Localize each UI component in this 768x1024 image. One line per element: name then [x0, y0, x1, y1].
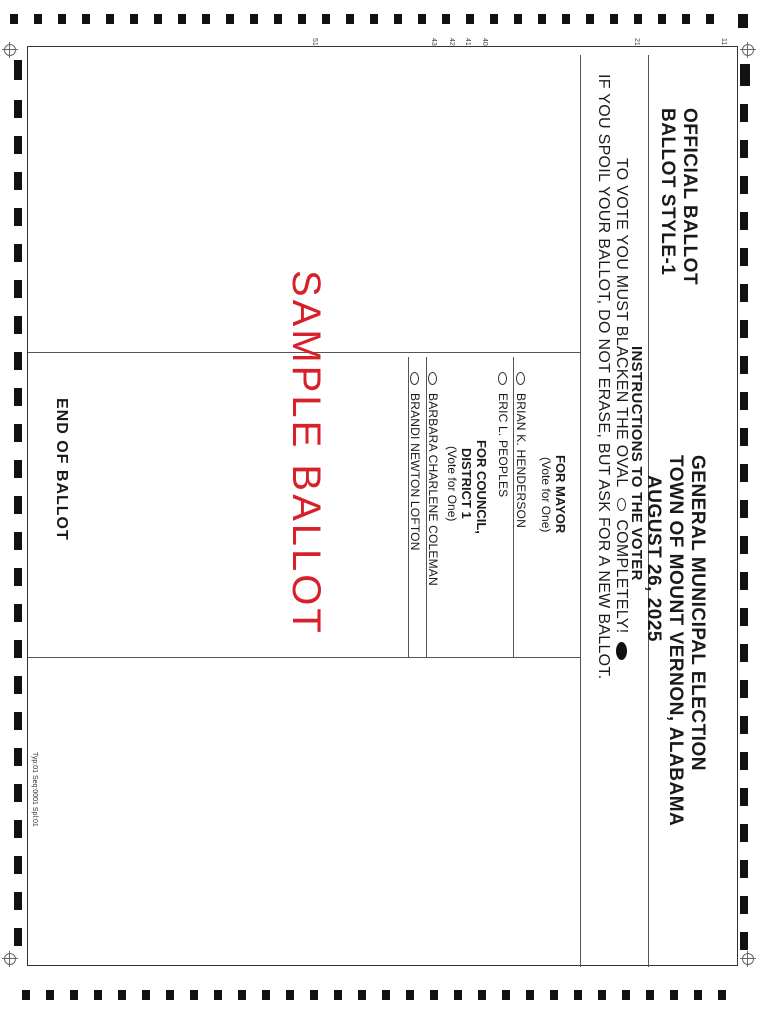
instruction-1-text: TO VOTE YOU MUST BLACKEN THE OVAL — [613, 158, 630, 487]
instruction-divider — [580, 55, 581, 967]
candidate-oval[interactable] — [499, 372, 508, 385]
registration-mark-top-right — [742, 44, 754, 56]
candidate-brandi-lofton[interactable] — [408, 372, 422, 551]
council-race-header — [444, 440, 489, 534]
registration-mark-top-left — [4, 44, 16, 56]
tick-51: 51 — [311, 38, 318, 46]
instructions-title: INSTRUCTIONS TO THE VOTER — [628, 346, 645, 581]
tick-42: 42 — [448, 38, 455, 46]
column-divider-2 — [28, 657, 580, 658]
end-of-ballot: END OF BALLOT — [53, 398, 70, 541]
candidate-oval[interactable] — [517, 372, 526, 385]
sample-ballot-watermark: SAMPLE BALLOT — [284, 270, 328, 636]
footer-code: Typ:01 Seq:0001 Spl:01 — [31, 752, 38, 827]
candidate-oval[interactable] — [411, 372, 420, 385]
title-line-2: BALLOT STYLE-1 — [657, 108, 678, 276]
bottom-timing-marks — [0, 980, 768, 1010]
left-timing-marks — [0, 0, 30, 1024]
tick-11: 11 — [720, 38, 727, 46]
instruction-line-1 — [612, 158, 630, 668]
registration-mark-bottom-right — [742, 953, 754, 965]
election-line-1: GENERAL MUNICIPAL ELECTION — [687, 455, 708, 771]
candidate-barbara-coleman[interactable] — [426, 372, 440, 586]
official-ballot-title — [656, 108, 700, 285]
instruction-line-2: IF YOU SPOIL YOUR BALLOT, DO NOT ERASE, BUT ASK FOR A NEW BALLOT. — [595, 74, 612, 680]
tick-21: 21 — [633, 38, 640, 46]
oval-icon — [617, 498, 626, 511]
candidate-name: BARBARA CHARLENE COLEMAN — [426, 393, 440, 586]
top-timing-marks — [0, 0, 768, 30]
candidate-brian-henderson[interactable] — [514, 372, 528, 528]
election-line-2: TOWN OF MOUNT VERNON, ALABAMA — [665, 455, 686, 827]
candidate-name: BRANDI NEWTON LOFTON — [408, 393, 422, 551]
tick-43: 43 — [430, 38, 437, 46]
right-timing-marks — [738, 0, 768, 1024]
mayor-race-header — [538, 455, 568, 533]
registration-mark-bottom-left — [4, 953, 16, 965]
election-heading — [642, 455, 708, 826]
council-office-line-2: DISTRICT 1 — [459, 448, 474, 519]
mayor-vote-for: (Vote for One) — [539, 457, 553, 533]
candidate-oval[interactable] — [429, 372, 438, 385]
election-line-3: AUGUST 26, 2025 — [643, 475, 664, 642]
candidate-name: ERIC L. PEOPLES — [496, 393, 510, 498]
council-vote-for: (Vote for One) — [445, 446, 459, 522]
instruction-1-completely: COMPLETELY! — [613, 519, 630, 634]
candidate-eric-peoples[interactable] — [496, 372, 510, 497]
title-line-1: OFFICIAL BALLOT — [679, 108, 700, 286]
candidate-name: BRIAN K. HENDERSON — [514, 393, 528, 528]
tick-41: 41 — [464, 38, 471, 46]
mayor-office-title: FOR MAYOR — [553, 455, 568, 534]
filled-oval-icon — [616, 642, 627, 660]
tick-40: 40 — [481, 38, 488, 46]
council-office-line-1: FOR COUNCIL, — [474, 440, 489, 534]
